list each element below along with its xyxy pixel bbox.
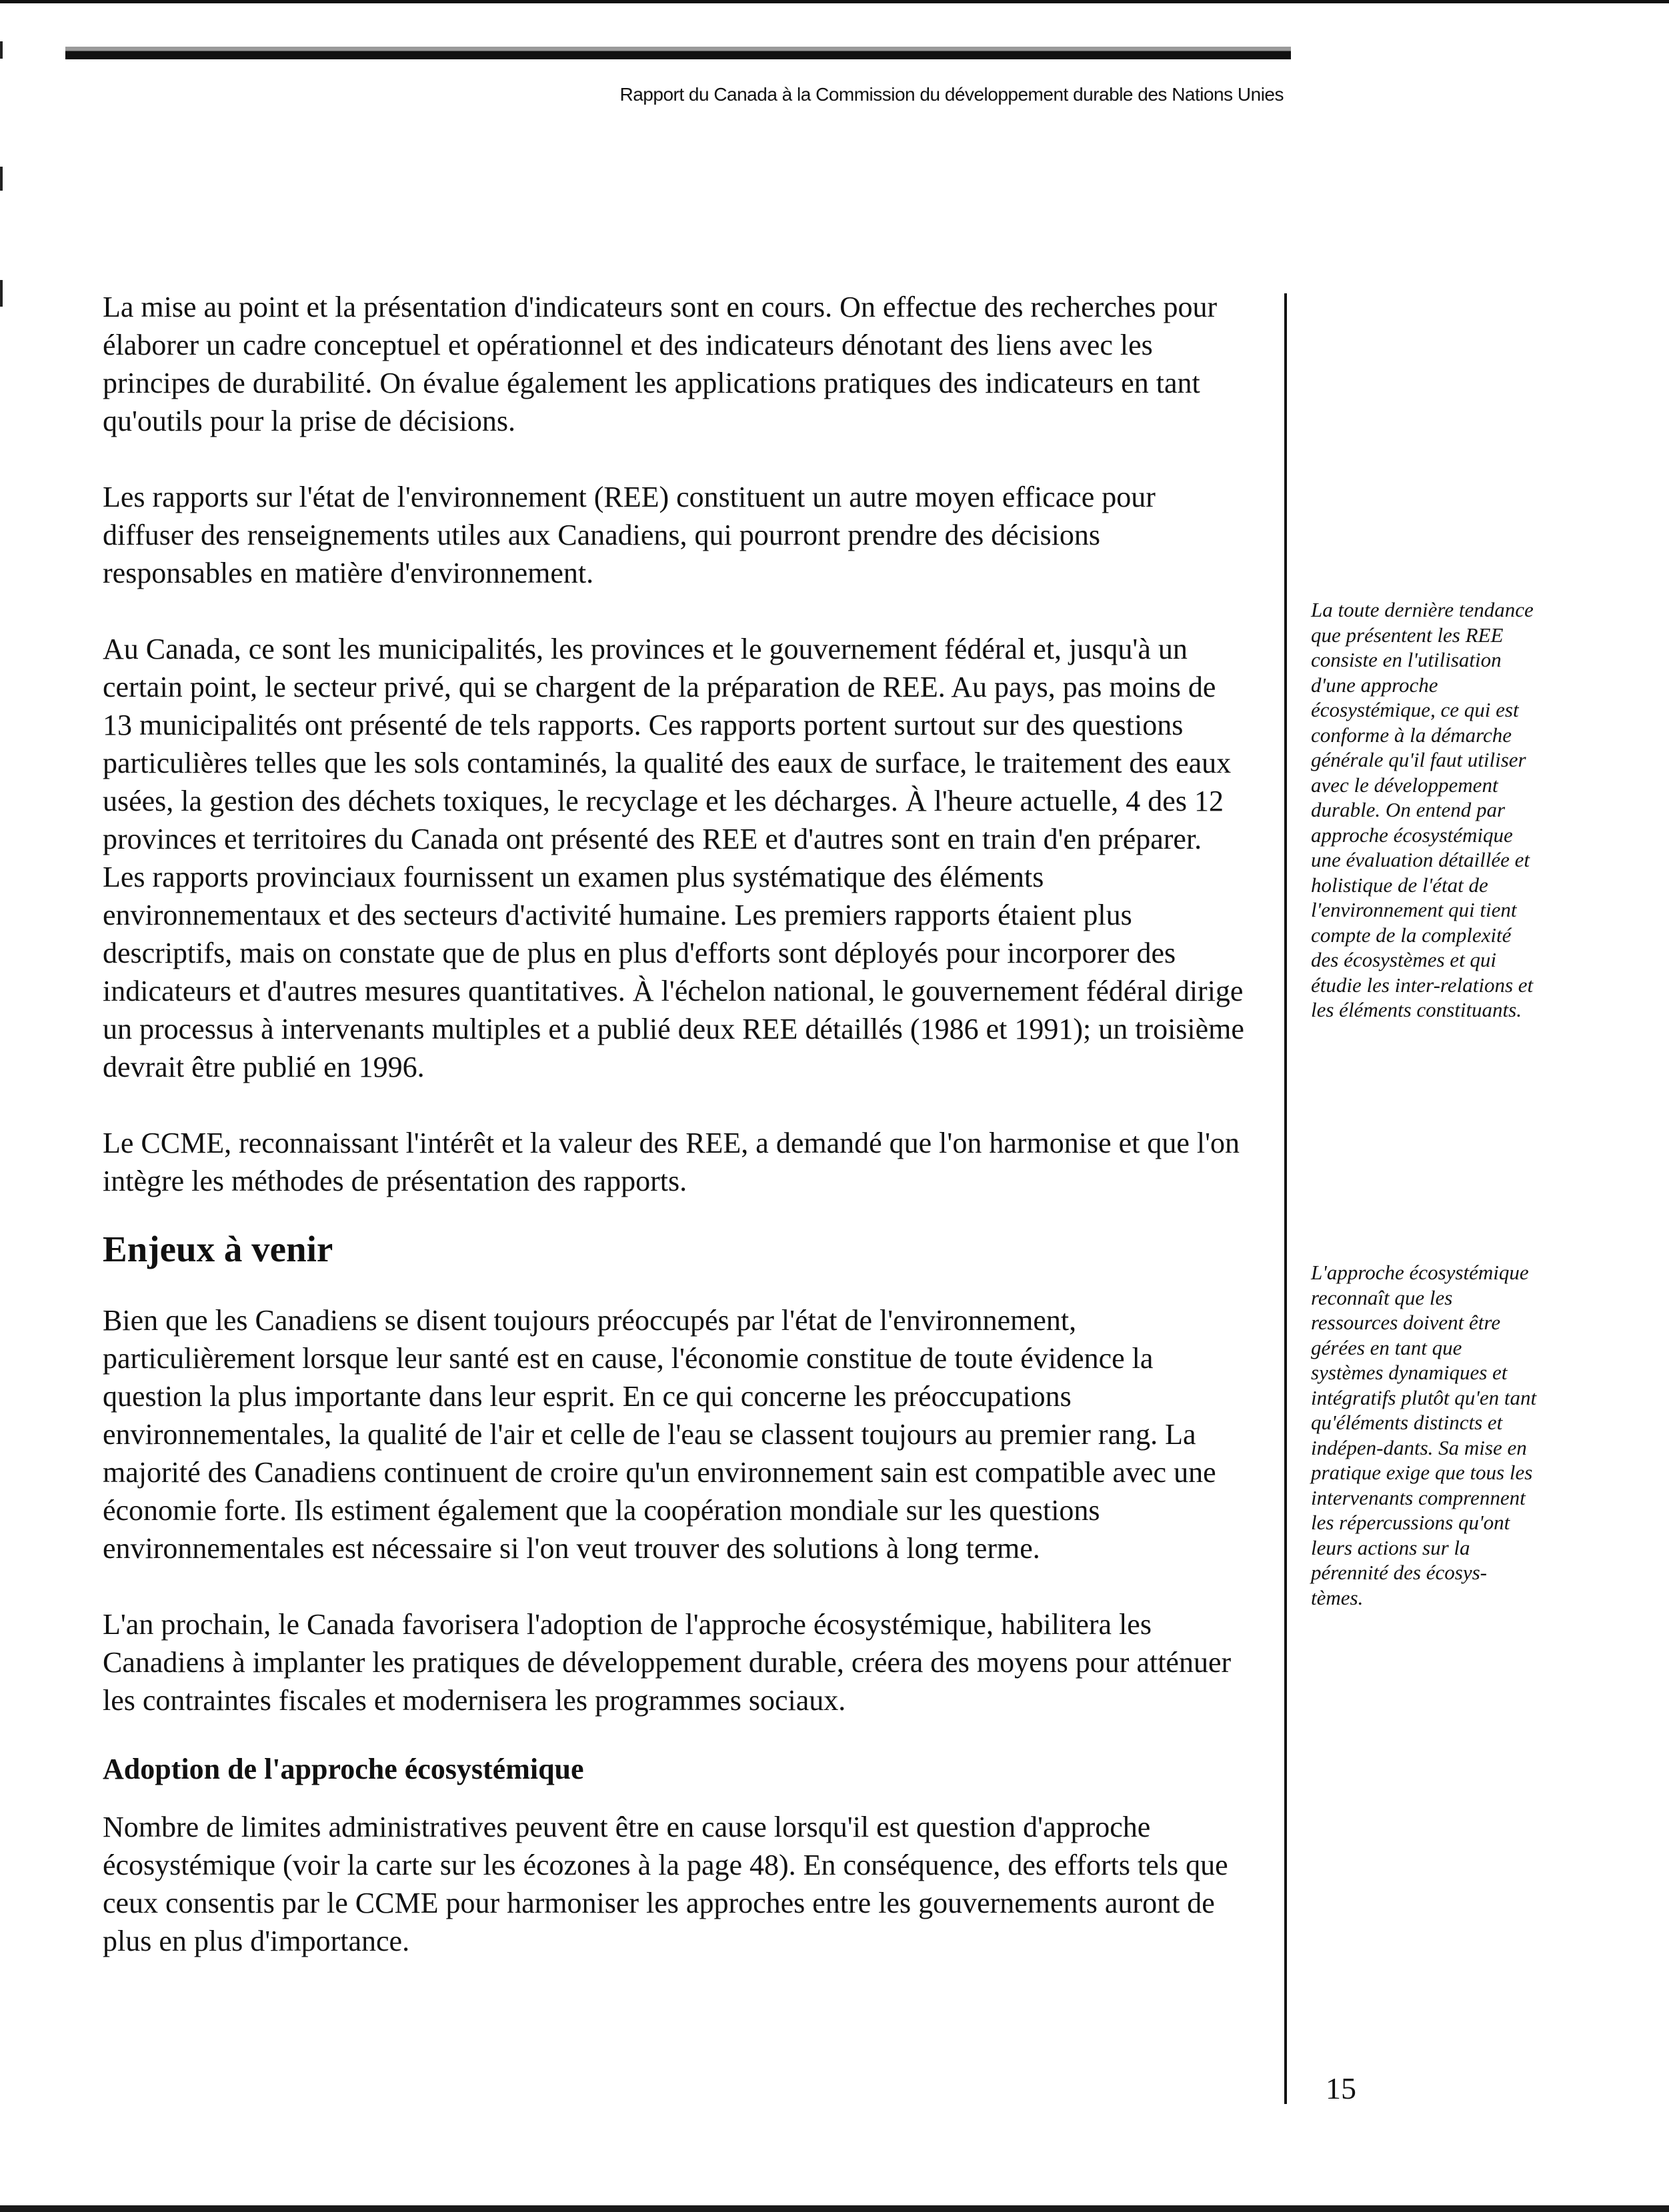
running-header: Rapport du Canada à la Commission du développement durable des Nations Unies [619, 84, 1284, 105]
header-rule [65, 47, 1291, 59]
sidebar-note-ree-trend: La toute dernière tendance que présentent les REE consiste en l'utilisation d'une approche écosystémique, ce qui est conforme à la démarche générale qu'il faut utiliser avec le développement durable. On entend par approche écosystémique une évaluation détaillée et holistique de l'état de l'environnement qui tient compte de la complexité des écosystèmes et qui étudie les inter-relations et les éléments constituants. [1311, 598, 1534, 1021]
paragraph-indicators: La mise au point et la présentation d'indicateurs sont en cours. On effectue des recherches pour élaborer un cadre conceptuel et opérationnel et des indicateurs dénotant des liens avec les principes de durabilité. On évalue également les applications pratiques des indicateurs en tant qu'outils pour la prise de décisions. [103, 291, 1218, 437]
scan-margin-mark [0, 167, 3, 191]
scan-bottom-edge [0, 2205, 1669, 2212]
paragraph-ree-intro: Les rapports sur l'état de l'environnement (REE) constituent un autre moyen efficace pour diffuser des renseignements utiles aux Canadiens, qui pourront prendre des décisions responsables en matière d'environnement. [103, 481, 1156, 589]
page-number: 15 [1326, 2071, 1356, 2105]
paragraph-ree-canada: Au Canada, ce sont les municipalités, les provinces et le gouvernement fédéral et, jusqu'à un certain point, le secteur privé, qui se chargent de la préparation de REE. Au pays, pas moins de 13 municipalités ont présenté de tels rapports. Ces rapports portent surtout sur des questions particulières telles que les sols contaminés, la qualité des eaux de surface, le traitement des eaux usées, la gestion des déchets toxiques, le recyclage et les décharges. À l'heure actuelle, 4 des 12 provinces et territoires du Canada ont présenté des REE et d'autres sont en train d'en préparer. Les rapports provinciaux fournissent un examen plus systématique des éléments environnementaux et des secteurs d'activité humaine. Les premiers rapports étaient plus descriptifs, mais on constate que de plus en plus d'efforts sont déployés pour incorporer des indicateurs et d'autres mesures quantitatives. À l'échelon national, le gouvernement fédéral dirige un processus à intervenants multiples et a publié deux REE détaillés (1986 et 1991); un troisième devrait être publié en 1996. [103, 633, 1244, 1083]
column-divider [1284, 293, 1287, 2104]
main-column [103, 288, 1248, 1998]
paragraph-ccme: Le CCME, reconnaissant l'intérêt et la valeur des REE, a demandé que l'on harmonise et que l'on intègre les méthodes de présentation des rapports. [103, 1127, 1240, 1197]
paragraph-concerns: Bien que les Canadiens se disent toujours préoccupés par l'état de l'environnement, particulièrement lorsque leur santé est en cause, l'économie constitue de toute évidence la question la plus importante dans leur esprit. En ce qui concerne les préoccupations environnementales, la qualité de l'air et celle de l'eau se classent toujours au premier rang. La majorité des Canadiens continuent de croire qu'un environnement sain est compatible avec une économie forte. Ils estiment également que la coopération mondiale sur les questions environnementales est nécessaire si l'on veut trouver des solutions à long terme. [103, 1304, 1216, 1565]
scan-margin-mark [0, 280, 3, 307]
section-heading: Enjeux à venir [103, 1229, 333, 1269]
sidebar-note-ecosystem-approach: L'approche écosystémique reconnaît que les ressources doivent être gérées en tant que systèmes dynamiques et intégratifs plutôt qu'en tant qu'éléments distincts et indépen-dants. Sa mise en pratique exige que tous les intervenants comprennent les répercussions qu'ont leurs actions sur la pérennité des écosys-tèmes. [1311, 1261, 1537, 1609]
scan-top-edge [0, 0, 1669, 3]
paragraph-boundaries: Nombre de limites administratives peuvent être en cause lorsqu'il est question d'approche écosystémique (voir la carte sur les écozones à la page 48). En conséquence, des efforts tels que ceux consentis par le CCME pour harmoniser les approches entre les gouvernements auront de plus en plus d'importance. [103, 1811, 1228, 1957]
subsection-heading: Adoption de l'approche écosystémique [103, 1753, 584, 1785]
scan-margin-mark [0, 41, 3, 59]
paragraph-next-year: L'an prochain, le Canada favorisera l'adoption de l'approche écosystémique, habilitera les Canadiens à implanter les pratiques de développement durable, créera des moyens pour atténuer les contraintes fiscales et modernisera les programmes sociaux. [103, 1608, 1232, 1717]
